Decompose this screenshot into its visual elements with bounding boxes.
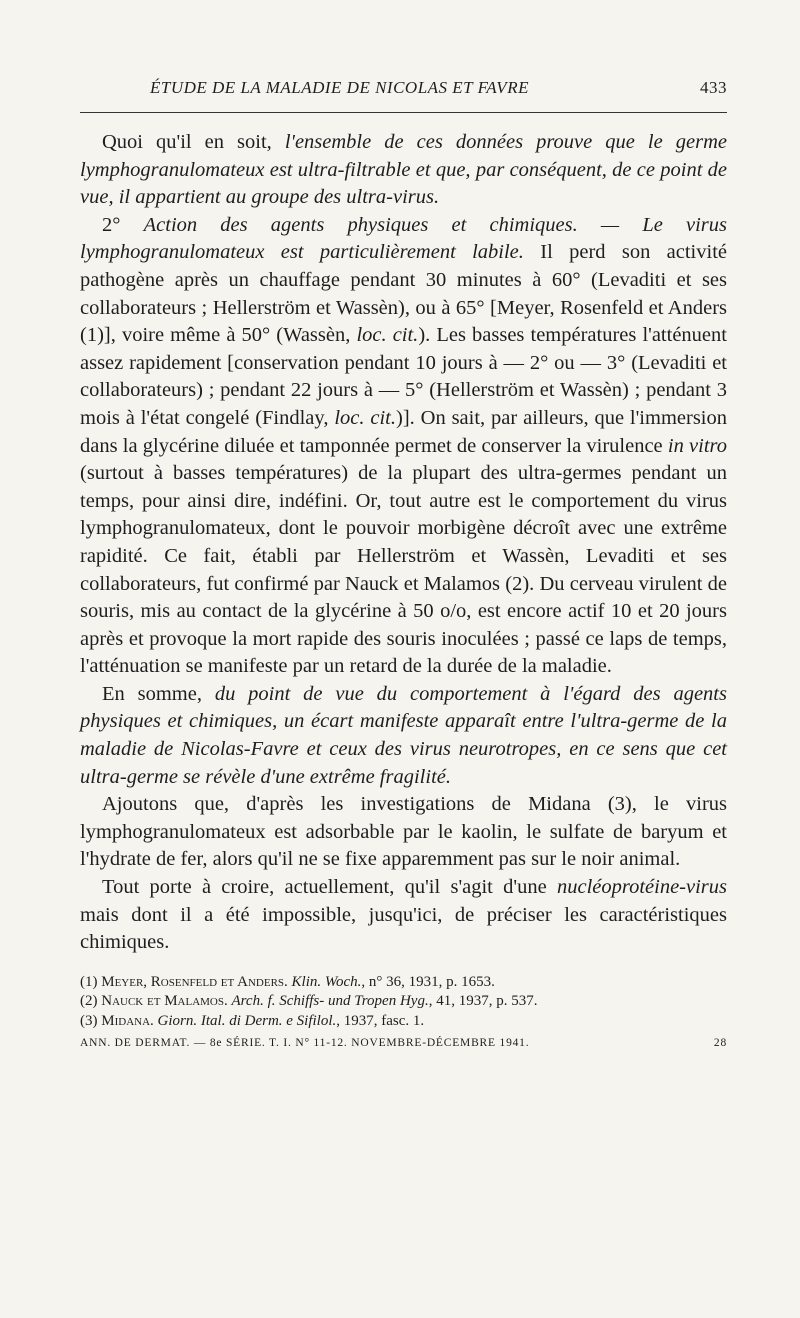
paragraph-5	[80, 874, 727, 957]
paragraph-1	[80, 129, 727, 212]
p5-italic: nucléoprotéine-virus	[556, 876, 727, 899]
footnote-number: (3)	[80, 1012, 98, 1029]
footnote-details: , 41, 1937, p. 537.	[428, 993, 538, 1010]
p2-in-vitro: in vitro	[667, 434, 727, 457]
header-rule	[80, 112, 727, 113]
p2-heading-italic: Action des agents physiques et chimiques. — Le virus lymphogranulomateux est particulièrement labile.	[80, 213, 727, 264]
journal-imprint: ANN. DE DERMAT. — 8e SÉRIE. T. I. N° 11-12. NOVEMBRE-DÉCEMBRE 1941.	[80, 1037, 530, 1050]
footnote-details: , n° 36, 1931, p. 1653.	[361, 973, 495, 990]
paragraph-3	[80, 681, 727, 791]
paragraph-2	[80, 212, 727, 681]
footnotes	[80, 973, 727, 1032]
body-text	[80, 129, 727, 957]
p2-number: 2°	[102, 213, 144, 236]
page-footer	[80, 1037, 727, 1049]
p3-italic: du point de vue du comportement à l'égard des agents physiques et chimiques, un écart manifeste apparaît entre l'ultra-germe de la maladie de Nicolas-Favre et ceux des virus neurotropes, en ce sens que cet ultra-germe se révèle d'une extrême fragilité.	[80, 682, 727, 788]
footnote-authors: Meyer, Rosenfeld et Anders.	[101, 973, 288, 990]
footnote-journal: Klin. Woch.	[291, 973, 362, 990]
p2-text-4: (surtout à basses températures) de la plupart des ultra-germes pendant un temps, pour ainsi dire, indéfini. Or, tout autre est le comportement du virus lymphogranulomateux, dont le pouvoir morbigène décroît avec une extrême rapidité. Ce fait, établi par Hellerström et Wassèn, Levaditi et ses collaborateurs, fut confirmé par Nauck et Malamos (2). Du cerveau virulent de souris, mis au contact de la glycérine à 50 o/o, est encore actif 10 et 20 jours après et provoque la mort rapide des souris inoculées ; passé ce laps de temps, l'atténuation se manifeste par un retard de la durée de la maladie.	[80, 462, 727, 678]
footnote-journal: Giorn. Ital. di Derm. e Sifilol.	[157, 1012, 337, 1029]
footnote-authors: Nauck et Malamos.	[101, 993, 228, 1010]
footnote-3	[80, 1012, 727, 1032]
page	[80, 78, 727, 1049]
footnote-authors: Midana.	[101, 1012, 154, 1029]
paragraph-4: Ajoutons que, d'après les investigations de Midana (3), le virus lymphogranulomateux est adsorbable par le kaolin, le sulfate de baryum et l'hydrate de fer, alors qu'il ne se fixe apparemment pas sur le noir animal.	[80, 793, 727, 871]
footnote-1	[80, 973, 727, 993]
page-number: 433	[700, 78, 727, 97]
footnote-2	[80, 992, 727, 1012]
p3-text: En somme,	[102, 682, 215, 705]
running-title: ÉTUDE DE LA MALADIE DE NICOLAS ET FAVRE	[150, 78, 529, 97]
footnote-number: (2)	[80, 993, 98, 1010]
running-head	[80, 78, 727, 104]
footnote-details: , 1937, fasc. 1.	[336, 1012, 425, 1029]
p1-italic: l'ensemble de ces données prouve que le germe lymphogranulomateux est ultra-filtrable et que, par conséquent, de ce point de vue, il appartient au groupe des ultra-virus.	[80, 131, 727, 209]
p2-loc-cit-2: loc. cit.	[334, 406, 396, 429]
footnote-journal: Arch. f. Schiffs- und Tropen Hyg.	[231, 993, 429, 1010]
p5-text-2: mais dont il a été impossible, jusqu'ici, de préciser les caractéristiques chimiques.	[80, 903, 727, 954]
p2-text-2: ). Les basses températures l'atténuent assez rapidement [conservation pendant 10 jours à — 2° ou — 3° (Levaditi et collaborateurs) ; pendant 22 jours à — 5° (Hellerström et Wassèn) ; pendant 3 mois à l'état congelé (Findlay,	[80, 324, 727, 429]
p2-text-3: )]. On sait, par ailleurs, que l'immersion dans la glycérine diluée et tamponnée permet de conserver la virulence	[80, 406, 727, 457]
p2-text-1: Il perd son activité pathogène après un chauffage pendant 30 minutes à 60° (Levaditi et ses collaborateurs ; Hellerström et Wassèn), ou à 65° [Meyer, Rosenfeld et Anders (1)], voire même à 50° (Wassèn,	[80, 241, 727, 347]
p2-loc-cit-1: loc. cit.	[356, 324, 419, 347]
p5-text-1: Tout porte à croire, actuellement, qu'il s'agit d'une	[102, 876, 557, 899]
footnote-number: (1)	[80, 973, 98, 990]
p1-text: Quoi qu'il en soit,	[102, 131, 285, 153]
signature-mark: 28	[713, 1037, 727, 1050]
